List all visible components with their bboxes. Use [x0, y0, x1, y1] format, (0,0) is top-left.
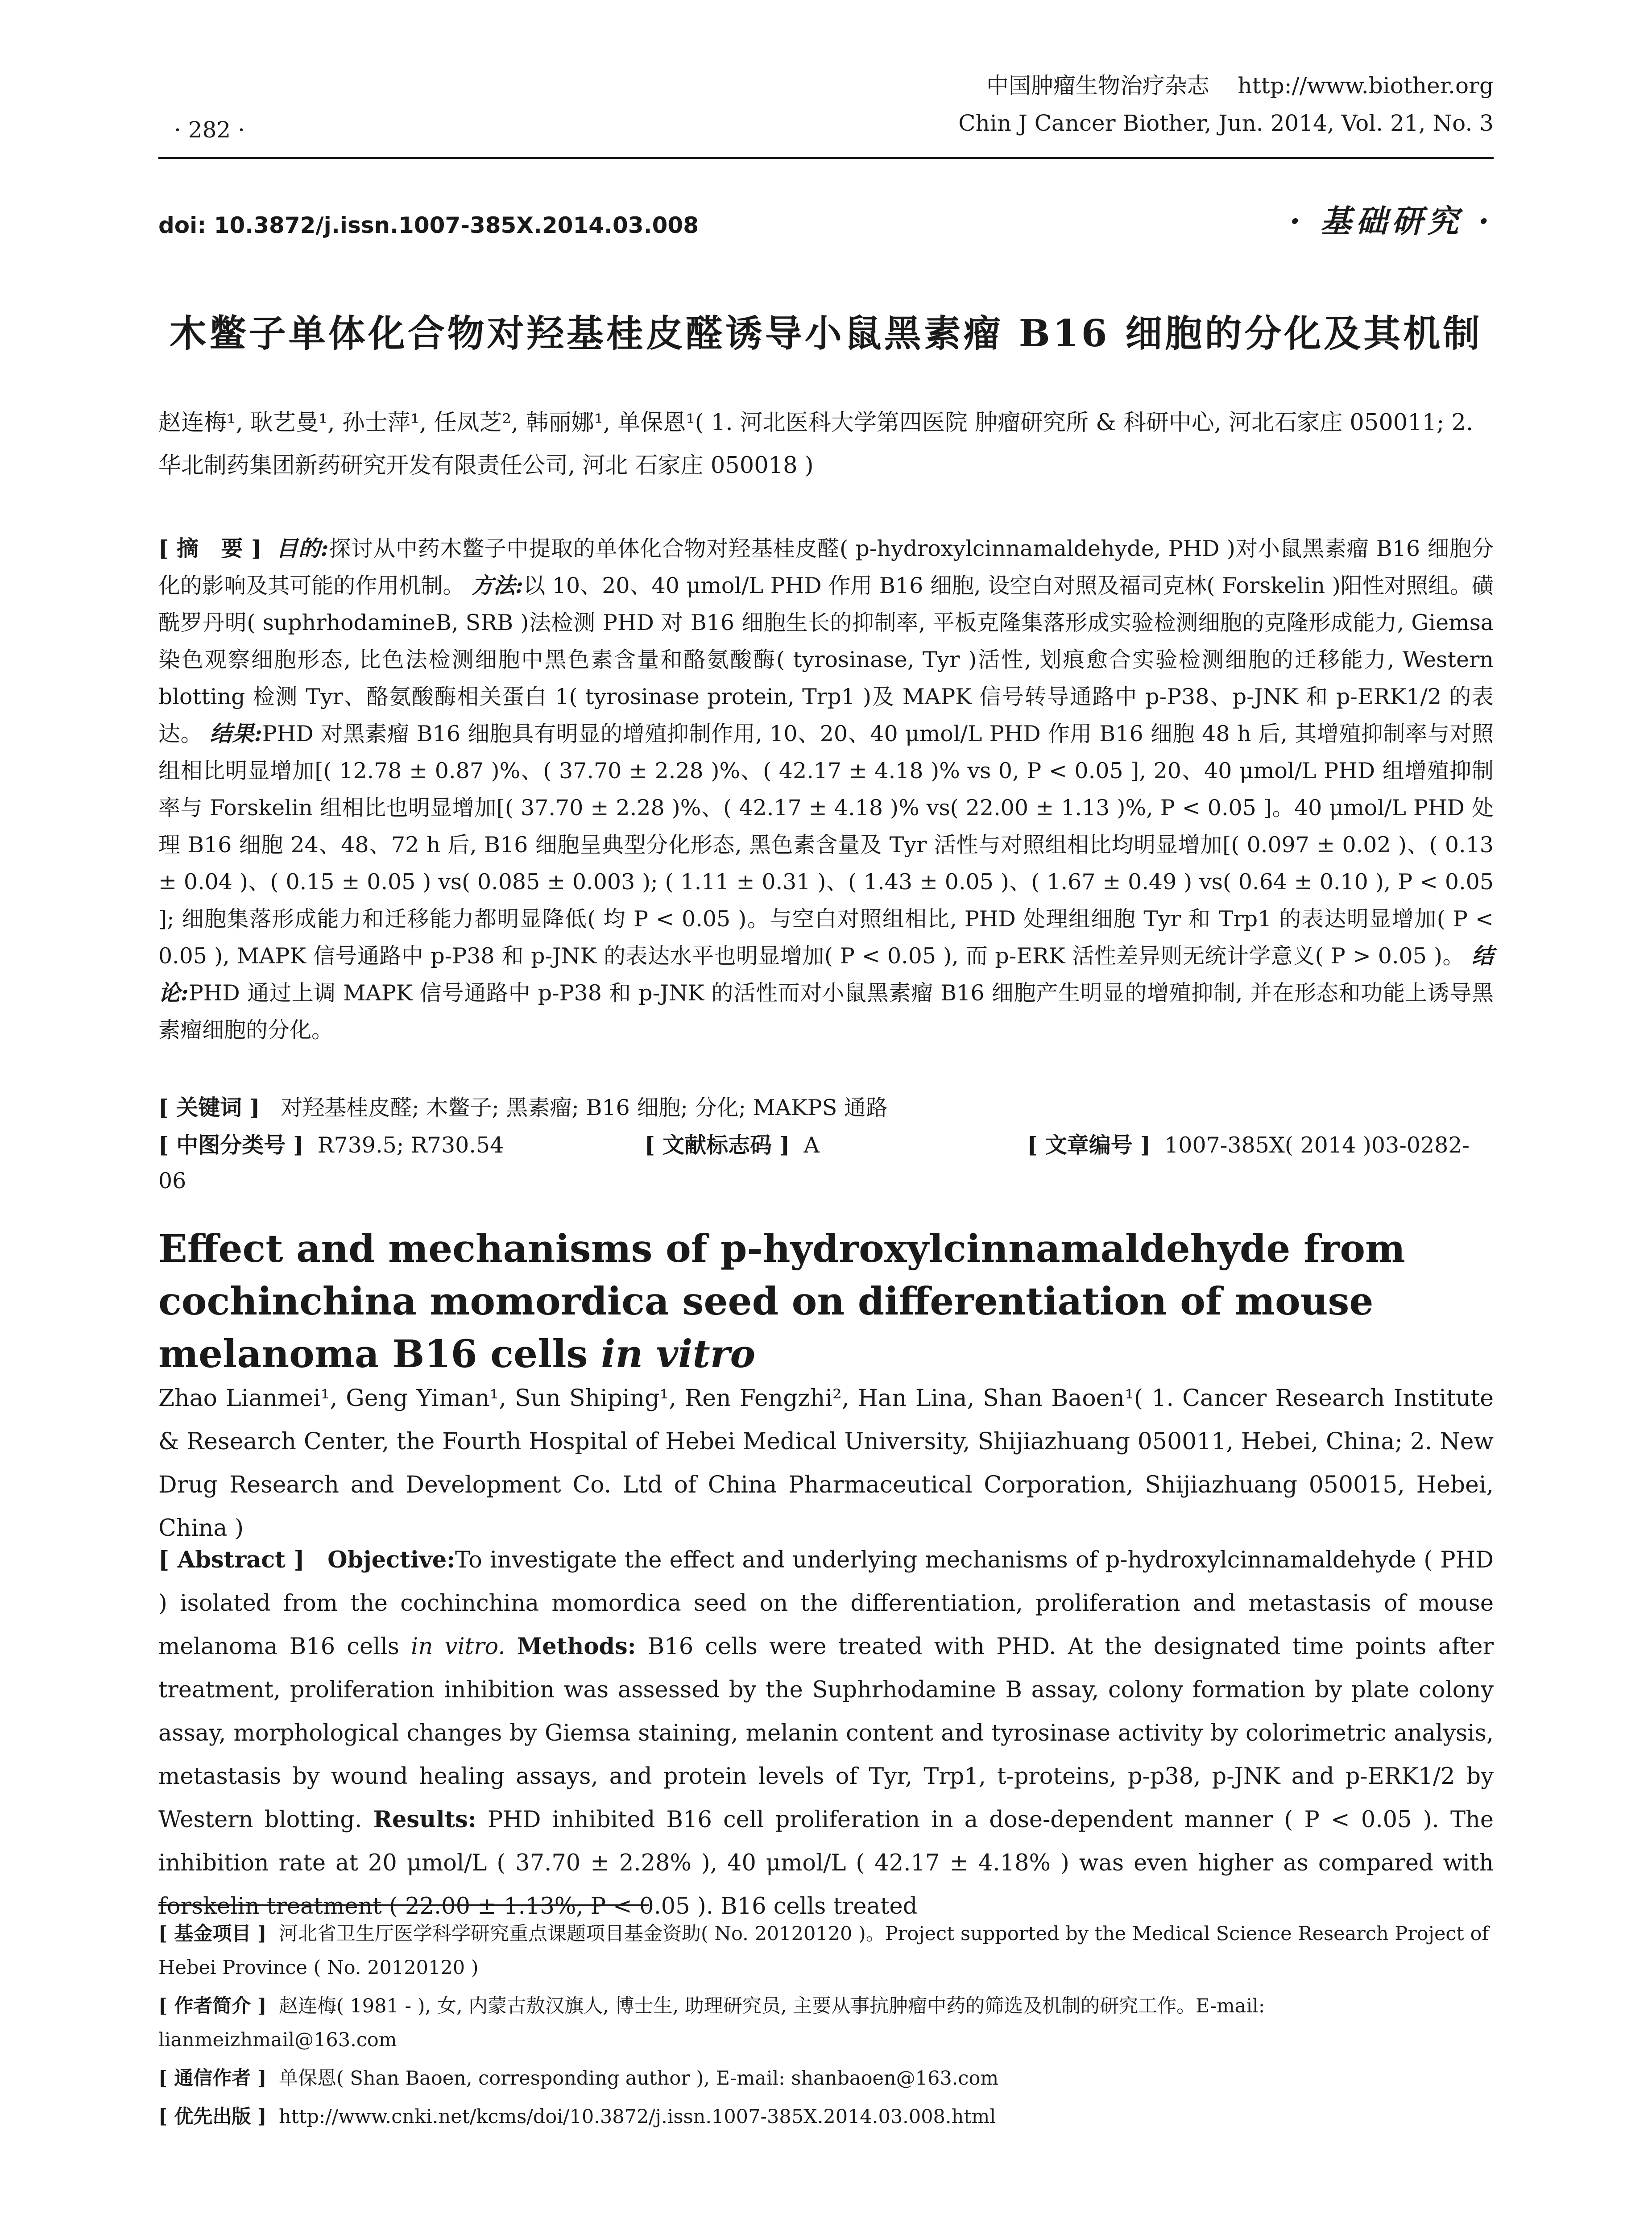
- abstract-label-en: [ Abstract ]: [158, 1547, 305, 1573]
- english-title: [158, 1223, 1494, 1381]
- objective-italic-en: in vitro.: [411, 1634, 505, 1660]
- online-label: [ 优先出版 ]: [158, 2106, 267, 2128]
- footnote-author: [158, 1989, 1494, 2057]
- results-text-en: PHD inhibited B16 cell proliferation in a dose-dependent manner ( P < 0.05 ). The inhibition rate at 20 μmol/L ( 37.70 ± 2.28% ), 40 μmol/L ( 42.17 ± 4.18% ) was even higher as compared with forskelin treatment ( 22.00 ± 1.13%, P < 0.05 ). B16 cells treated: [158, 1807, 1494, 1920]
- footnote-online: [158, 2100, 1494, 2134]
- fund-text: 河北省卫生厅医学科学研究重点课题项目基金资助( No. 20120120 )。Project supported by the Medical Science Research Project of Hebei Province ( No. 20120120 ): [158, 1923, 1489, 1979]
- chinese-authors: 赵连梅¹, 耿艺曼¹, 孙士萍¹, 任凤芝², 韩丽娜¹, 单保恩¹( 1. 河北医科大学第四医院 肿瘤研究所 & 科研中心, 河北石家庄 050011; 2. 华北制药集团新药研究开发有限责任公司, 河北 石家庄 050018 ): [158, 410, 1474, 479]
- footnote-rule: [158, 1904, 649, 1906]
- objective-label-en: Objective:: [327, 1547, 455, 1573]
- article-id-label: [ 文章编号 ]: [1027, 1132, 1151, 1158]
- results-label-cn: 结果:: [210, 721, 262, 746]
- methods-text-cn: 以 10、20、40 μmol/L PHD 作用 B16 细胞, 设空白对照及福司克林( Forskelin )阳性对照组。磺酰罗丹明( suphrhodamineB, SRB )法检测 PHD 对 B16 细胞生长的抑制率, 平板克隆集落形成实验检测细胞的克隆形成能力, Giemsa 染色观察细胞形态, 比色法检测细胞中黑色素含量和酪氨酸酶( tyrosinase, Tyr )活性, 划痕愈合实验检测细胞的迁移能力, Western blotting 检测 Tyr、酪氨酸酶相关蛋白 1( tyrosinase protein, Trp1 )及 MAPK 信号转导通路中 p-P38、p-JNK 和 p-ERK1/2 的表达。: [158, 573, 1494, 746]
- journal-citation: Chin J Cancer Biother, Jun. 2014, Vol. 21, No. 3: [958, 110, 1494, 136]
- objective-text-en: To investigate the effect and underlying mechanisms of p-hydroxylcinnamaldehyde ( PHD ) isolated from the cochinchina momordica seed on the differentiation, proliferation and metastasis of mouse melanoma B16 cells: [158, 1547, 1494, 1660]
- classification-row: [158, 1127, 1494, 1199]
- keywords-label-cn: [ 关键词 ]: [158, 1095, 260, 1120]
- objective-text-cn: 探讨从中药木鳖子中提取的单体化合物对羟基桂皮醛( p-hydroxylcinnamaldehyde, PHD )对小鼠黑素瘤 B16 细胞分化的影响及其可能的作用机制。: [158, 536, 1494, 598]
- results-label-en: Results:: [373, 1806, 476, 1833]
- chinese-abstract: [158, 530, 1494, 1049]
- methods-label-en: Methods:: [517, 1633, 636, 1660]
- author-bio-text: 赵连梅( 1981 - ), 女, 内蒙古敖汉旗人, 博士生, 助理研究员, 主要从事抗肿瘤中药的筛选及机制的研究工作。E-mail: lianmeizhmail@163.com: [158, 1995, 1265, 2051]
- methods-text-en: B16 cells were treated with PHD. At the designated time points after treatment, proliferation inhibition was assessed by the Suphrhodamine B assay, colony formation by plate colony assay, morphological changes by Giemsa staining, melanin content and tyrosinase activity by colorimetric analysis, metastasis by wound healing assays, and protein levels of Tyr, Trp1, t-proteins, p-p38, p-JNK and p-ERK1/2 by Western blotting.: [158, 1634, 1494, 1833]
- doccode-label: [ 文献标志码 ]: [644, 1132, 790, 1158]
- conclusion-label-cn: 结论:: [158, 943, 1494, 1006]
- doccode-value: A: [803, 1132, 820, 1158]
- objective-label-cn: 目的:: [276, 535, 329, 561]
- header-rule: [158, 157, 1494, 159]
- corresponding-label: [ 通信作者 ]: [158, 2067, 267, 2090]
- english-title-main: Effect and mechanisms of p-hydroxylcinnamaldehyde from cochinchina momordica seed on differentiation of mouse melanoma B16 cells: [158, 1227, 1405, 1377]
- footnote-fund: [158, 1917, 1494, 1985]
- corresponding-text: 单保恩( Shan Baoen, corresponding author ), E-mail: shanbaoen@163.com: [278, 2067, 999, 2090]
- footnotes: [158, 1917, 1494, 2138]
- clc-value: R739.5; R730.54: [317, 1132, 504, 1158]
- clc-label: [ 中图分类号 ]: [158, 1132, 304, 1158]
- methods-label-cn: 方法:: [471, 572, 524, 598]
- keywords-text-cn: 对羟基桂皮醛; 木鳖子; 黑素瘤; B16 细胞; 分化; MAKPS 通路: [281, 1095, 888, 1120]
- column-label: · 基础研究 ·: [1289, 203, 1494, 240]
- english-authors: Zhao Lianmei¹, Geng Yiman¹, Sun Shiping¹, Ren Fengzhi², Han Lina, Shan Baoen¹( 1. Cancer Research Institute & Research Center, the Fourth Hospital of Hebei Medical University, Shijiazhuang 050011, Hebei, China; 2. New Drug Research and Development Co. Ltd of China Pharmaceutical Corporation, Shijiazhuang 050015, Hebei, China ): [158, 1385, 1494, 1542]
- english-abstract: [158, 1538, 1494, 1928]
- abstract-label-cn: [ 摘 要 ]: [158, 535, 262, 561]
- keywords-cn: [158, 1090, 1494, 1126]
- page-number: · 282 ·: [174, 117, 245, 143]
- chinese-title: 木鳖子单体化合物对羟基桂皮醛诱导小鼠黑素瘤 B16 细胞的分化及其机制: [169, 311, 1483, 355]
- english-title-italic: in vitro: [601, 1332, 756, 1377]
- fund-label: [ 基金项目 ]: [158, 1923, 267, 1945]
- running-head: [958, 67, 1494, 142]
- doi: doi: 10.3872/j.issn.1007-385X.2014.03.008: [158, 212, 699, 238]
- article-id-value: 1007-385X( 2014 )03-0282-06: [158, 1132, 1470, 1194]
- online-link[interactable]: http://www.cnki.net/kcms/doi/10.3872/j.issn.1007-385X.2014.03.008.html: [278, 2106, 996, 2128]
- author-bio-label: [ 作者简介 ]: [158, 1995, 267, 2017]
- conclusion-text-cn: PHD 通过上调 MAPK 信号通路中 p-P38 和 p-JNK 的活性而对小鼠黑素瘤 B16 细胞产生明显的增殖抑制, 并在形态和功能上诱导黑素瘤细胞的分化。: [158, 980, 1494, 1043]
- journal-name-cn: 中国肿瘤生物治疗杂志: [986, 73, 1209, 99]
- journal-url[interactable]: http://www.biother.org: [1238, 73, 1494, 99]
- results-text-cn: PHD 对黑素瘤 B16 细胞具有明显的增殖抑制作用, 10、20、40 μmol/L PHD 作用 B16 细胞 48 h 后, 其增殖抑制率与对照组相比明显增加[( 12.78 ± 0.87 )%、( 37.70 ± 2.28 )%、( 42.17 ± 4.18 )% vs 0, P < 0.05 ], 20、40 μmol/L PHD 组增殖抑制率与 Forskelin 组相比也明显增加[( 37.70 ± 2.28 )%、( 42.17 ± 4.18 )% vs( 22.00 ± 1.13 )%, P < 0.05 ]。40 μmol/L PHD 处理 B16 细胞 24、48、72 h 后, B16 细胞呈典型分化形态, 黑色素含量及 Tyr 活性与对照组相比均明显增加[( 0.097 ± 0.02 )、( 0.13 ± 0.04 )、( 0.15 ± 0.05 ) vs( 0.085 ± 0.003 ); ( 1.11 ± 0.31 )、( 1.43 ± 0.05 )、( 1.67 ± 0.49 ) vs( 0.64 ± 0.10 ), P < 0.05 ]; 细胞集落形成能力和迁移能力都明显降低( 均 P < 0.05 )。与空白对照组相比, PHD 处理组细胞 Tyr 和 Trp1 的表达明显增加( P < 0.05 ), MAPK 信号通路中 p-P38 和 p-JNK 的表达水平也明显增加( P < 0.05 ), 而 p-ERK 活性差异则无统计学意义( P > 0.05 )。: [158, 721, 1494, 969]
- footnote-corresponding: [158, 2061, 1494, 2095]
